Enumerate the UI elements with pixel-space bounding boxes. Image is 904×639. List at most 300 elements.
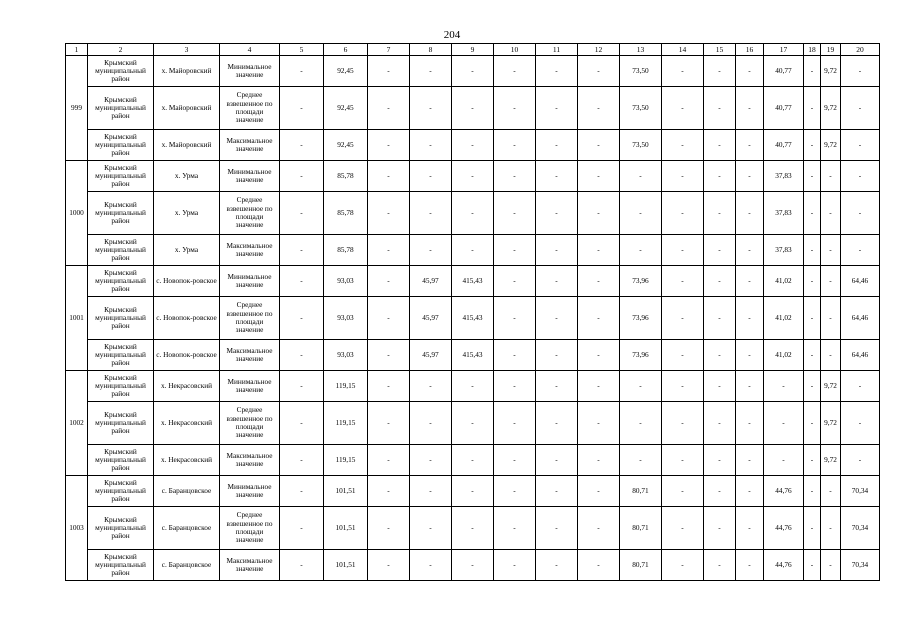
table-cell: с. Новопок-ровское [154,340,220,371]
table-cell: - [662,87,704,130]
column-header: 10 [494,44,536,56]
table-cell: 93,03 [324,266,368,297]
table-cell: - [620,161,662,192]
table-cell: 93,03 [324,340,368,371]
table-cell: - [368,402,410,445]
column-header: 8 [410,44,452,56]
table-cell: Крымский муниципальный район [88,550,154,581]
table-cell: 44,76 [764,550,804,581]
column-header: 1 [66,44,88,56]
table-cell: 64,46 [841,297,880,340]
table-cell: 415,43 [452,266,494,297]
table-cell: 44,76 [764,476,804,507]
table-cell: - [536,130,578,161]
table-cell: х. Урма [154,192,220,235]
table-cell: Среднее взвешенное по площади значение [220,297,280,340]
table-cell: - [452,192,494,235]
table-cell: 85,78 [324,161,368,192]
table-cell: - [704,87,736,130]
table-cell: - [704,550,736,581]
table-cell: - [494,161,536,192]
table-cell: - [578,507,620,550]
header-row [66,44,880,56]
table-cell: 45,97 [410,340,452,371]
table-cell: 73,96 [620,340,662,371]
column-header: 7 [368,44,410,56]
table-cell: - [821,235,841,266]
table-cell: х. Майоровский [154,130,220,161]
table-cell: 73,50 [620,130,662,161]
table-cell: - [578,192,620,235]
table-cell: - [368,192,410,235]
table-cell: с. Баранцовское [154,507,220,550]
table-cell: - [494,130,536,161]
table-cell: 37,83 [764,235,804,266]
table-cell: - [410,161,452,192]
table-cell: 45,97 [410,266,452,297]
table-cell: - [452,161,494,192]
table-cell: - [452,445,494,476]
table-cell: 415,43 [452,340,494,371]
table-row [66,476,880,507]
table-cell: Крымский муниципальный район [88,161,154,192]
table-cell: - [536,297,578,340]
table-cell: - [736,266,764,297]
table-cell: - [804,297,821,340]
table-cell: - [662,476,704,507]
table-row [66,161,880,192]
table-cell: - [704,130,736,161]
table-cell: - [280,550,324,581]
table-cell: х. Некрасовский [154,371,220,402]
table-cell: - [704,445,736,476]
table-cell: - [536,550,578,581]
table-cell: - [410,87,452,130]
table-cell: - [804,56,821,87]
table-cell: - [841,192,880,235]
table-cell: с. Новопок-ровское [154,297,220,340]
table-cell: - [536,266,578,297]
table-cell: 40,77 [764,56,804,87]
table-cell: - [736,87,764,130]
table-cell: - [536,87,578,130]
table-cell: Крымский муниципальный район [88,130,154,161]
table-cell: Среднее взвешенное по площади значение [220,402,280,445]
table-cell: - [368,476,410,507]
row-group-id: 1000 [66,161,88,266]
table-cell: 9,72 [821,445,841,476]
table-cell: - [368,340,410,371]
table-cell: - [841,235,880,266]
table-cell: - [280,235,324,266]
table-cell: - [841,130,880,161]
table-cell: - [578,371,620,402]
column-header: 15 [704,44,736,56]
table-cell: - [736,235,764,266]
table-cell: - [452,235,494,266]
table-cell: 73,96 [620,266,662,297]
table-cell: - [452,476,494,507]
table-cell: Крымский муниципальный район [88,476,154,507]
table-cell: - [704,476,736,507]
table-cell: Крымский муниципальный район [88,402,154,445]
table-cell: - [578,56,620,87]
table-cell: - [704,507,736,550]
table-cell: - [704,192,736,235]
table-cell: 37,83 [764,161,804,192]
table-cell: 73,96 [620,297,662,340]
table-cell: - [662,297,704,340]
table-cell: 119,15 [324,371,368,402]
table-cell: - [368,235,410,266]
table-cell: Максимальное значение [220,550,280,581]
table-cell: - [804,445,821,476]
table-cell: - [578,445,620,476]
table-cell: - [662,340,704,371]
table-cell: 64,46 [841,266,880,297]
table-cell: - [578,161,620,192]
table-cell: - [578,266,620,297]
table-cell: - [704,340,736,371]
table-cell: - [578,235,620,266]
table-cell: - [736,192,764,235]
table-row [66,550,880,581]
table-cell: - [578,87,620,130]
page-number: 204 [443,29,461,41]
table-cell: - [280,445,324,476]
table-cell: - [280,56,324,87]
table-cell: - [662,56,704,87]
table-cell: - [736,476,764,507]
table-cell: - [821,476,841,507]
table-cell: - [736,507,764,550]
table-cell: - [368,445,410,476]
row-group-id: 1002 [66,371,88,476]
table-cell: - [736,371,764,402]
table-cell: Минимальное значение [220,266,280,297]
table-cell: - [704,161,736,192]
table-cell: 41,02 [764,297,804,340]
table-cell: - [804,371,821,402]
table-cell: - [662,371,704,402]
table-cell: - [494,371,536,402]
table-cell: х. Майоровский [154,87,220,130]
table-cell: - [410,56,452,87]
column-header: 20 [841,44,880,56]
table-cell: Крымский муниципальный район [88,56,154,87]
table-cell: - [620,402,662,445]
table-cell: 70,34 [841,550,880,581]
table-cell: - [821,192,841,235]
table-cell: 45,97 [410,297,452,340]
table-cell: 85,78 [324,192,368,235]
column-header: 16 [736,44,764,56]
table-row [66,340,880,371]
table-body [66,44,880,581]
table-cell: - [280,507,324,550]
table-cell: - [662,266,704,297]
table-cell: - [410,402,452,445]
table-cell: Крымский муниципальный район [88,507,154,550]
table-cell: - [841,445,880,476]
table-cell: 92,45 [324,130,368,161]
column-header: 5 [280,44,324,56]
table-cell: 92,45 [324,87,368,130]
table-cell: Крымский муниципальный район [88,371,154,402]
table-cell: - [280,402,324,445]
table-cell: - [804,476,821,507]
table-cell: 70,34 [841,507,880,550]
table-cell: 73,50 [620,87,662,130]
table-cell: Среднее взвешенное по площади значение [220,192,280,235]
table-cell: - [620,235,662,266]
table-cell: - [494,507,536,550]
table-cell: - [452,550,494,581]
table-cell: - [704,266,736,297]
table-cell: 101,51 [324,476,368,507]
table-cell: - [494,266,536,297]
table-cell: - [280,340,324,371]
table-cell: - [662,130,704,161]
table-cell: - [662,192,704,235]
table-cell: 9,72 [821,402,841,445]
table-cell: - [578,550,620,581]
table-row [66,371,880,402]
table-cell: - [804,550,821,581]
table-cell: 92,45 [324,56,368,87]
table-cell: - [494,476,536,507]
table-cell: Минимальное значение [220,161,280,192]
table-row [66,87,880,130]
table-cell: х. Некрасовский [154,445,220,476]
table-cell: - [764,402,804,445]
table-cell: - [280,371,324,402]
table-cell: - [764,371,804,402]
table-cell: - [536,445,578,476]
column-header: 19 [821,44,841,56]
column-header: 6 [324,44,368,56]
table-cell: 119,15 [324,402,368,445]
table-cell: Максимальное значение [220,445,280,476]
table-cell: - [578,402,620,445]
table-cell: - [841,87,880,130]
table-cell: 93,03 [324,297,368,340]
column-header: 2 [88,44,154,56]
table-cell: - [841,56,880,87]
table-cell: - [410,130,452,161]
column-header: 4 [220,44,280,56]
table-cell: - [494,297,536,340]
table-cell: - [410,445,452,476]
table-cell: - [452,507,494,550]
table-cell: Крымский муниципальный район [88,445,154,476]
table-cell: - [280,87,324,130]
table-cell: 73,50 [620,56,662,87]
table-cell: - [821,340,841,371]
table-cell: - [662,445,704,476]
table-cell: - [804,266,821,297]
table-cell: - [536,161,578,192]
table-cell: - [368,56,410,87]
table-cell: 9,72 [821,371,841,402]
table-cell: Среднее взвешенное по площади значение [220,507,280,550]
table-cell: - [494,235,536,266]
table-cell: - [410,235,452,266]
table-cell: - [736,340,764,371]
table-cell: - [704,402,736,445]
table-cell: - [536,192,578,235]
table-cell: - [620,445,662,476]
table-cell: - [578,476,620,507]
table-cell: 9,72 [821,56,841,87]
table-cell: - [494,550,536,581]
table-cell: 9,72 [821,130,841,161]
table-cell: - [736,297,764,340]
table-cell: - [821,297,841,340]
table-cell: - [410,371,452,402]
table-cell: - [452,371,494,402]
table-cell: - [736,445,764,476]
table-cell: - [821,507,841,550]
table-cell: 41,02 [764,266,804,297]
table-cell: - [280,266,324,297]
table-cell: с. Баранцовское [154,476,220,507]
table-cell: - [494,87,536,130]
table-cell: - [368,550,410,581]
table-cell: х. Майоровский [154,56,220,87]
table-cell: - [368,130,410,161]
table-row [66,56,880,87]
table-cell: с. Баранцовское [154,550,220,581]
table-cell: - [804,130,821,161]
table-cell: 44,76 [764,507,804,550]
table-cell: с. Новопок-ровское [154,266,220,297]
table-cell: - [368,87,410,130]
table-cell: Крымский муниципальный район [88,266,154,297]
column-header: 13 [620,44,662,56]
table-cell: 40,77 [764,87,804,130]
column-header: 11 [536,44,578,56]
table-cell: Максимальное значение [220,340,280,371]
table-cell: - [662,507,704,550]
table-cell: - [662,550,704,581]
table-cell: - [410,550,452,581]
table-cell: - [280,476,324,507]
column-header: 12 [578,44,620,56]
row-group-id: 1001 [66,266,88,371]
table-cell: - [536,476,578,507]
table-cell: - [736,402,764,445]
column-header: 9 [452,44,494,56]
table-cell: - [841,402,880,445]
table-cell: - [494,445,536,476]
table-cell: - [736,161,764,192]
table-cell: - [452,402,494,445]
table-cell: - [368,371,410,402]
table-cell: - [804,192,821,235]
table-cell: х. Урма [154,235,220,266]
table-cell: - [536,340,578,371]
table-cell: - [536,235,578,266]
table-cell: - [494,402,536,445]
table-cell: - [536,56,578,87]
table-cell: - [620,371,662,402]
table-cell: - [536,371,578,402]
row-group-id: 999 [66,56,88,161]
table-cell: - [764,445,804,476]
table-cell: - [662,235,704,266]
column-header: 17 [764,44,804,56]
table-cell: Крымский муниципальный район [88,87,154,130]
table-cell: - [804,402,821,445]
table-cell: - [410,192,452,235]
table-cell: - [704,235,736,266]
table-cell: - [821,161,841,192]
table-cell: - [704,56,736,87]
table-cell: - [368,161,410,192]
table-row [66,445,880,476]
table-cell: 40,77 [764,130,804,161]
table-row [66,130,880,161]
table-cell: - [736,56,764,87]
table-cell: 9,72 [821,87,841,130]
table-cell: - [494,340,536,371]
table-cell: - [804,161,821,192]
table-cell: 80,71 [620,550,662,581]
data-table [65,43,880,581]
table-cell: 85,78 [324,235,368,266]
column-header: 3 [154,44,220,56]
table-cell: - [280,192,324,235]
table-cell: х. Урма [154,161,220,192]
table-cell: 41,02 [764,340,804,371]
table-row [66,507,880,550]
table-cell: 70,34 [841,476,880,507]
table-cell: 37,83 [764,192,804,235]
table-cell: Минимальное значение [220,371,280,402]
table-cell: Минимальное значение [220,476,280,507]
table-cell: - [410,476,452,507]
table-cell: Максимальное значение [220,235,280,266]
table-cell: - [704,371,736,402]
table-cell: - [736,550,764,581]
column-header: 18 [804,44,821,56]
row-group-id: 1003 [66,476,88,581]
table-cell: - [494,56,536,87]
table-cell: х. Некрасовский [154,402,220,445]
table-row [66,402,880,445]
table-cell: - [804,340,821,371]
table-cell: - [821,550,841,581]
table-cell: Крымский муниципальный район [88,192,154,235]
table-row [66,192,880,235]
table-cell: - [280,297,324,340]
table-cell: 64,46 [841,340,880,371]
table-cell: - [280,130,324,161]
table-cell: - [804,235,821,266]
table-cell: Крымский муниципальный район [88,235,154,266]
table-cell: - [662,161,704,192]
table-cell: - [368,507,410,550]
table-cell: - [662,402,704,445]
table-cell: - [280,161,324,192]
table-cell: - [536,507,578,550]
table-cell: Среднее взвешенное по площади значение [220,87,280,130]
table-cell: - [841,371,880,402]
table-cell: - [821,266,841,297]
table-cell: 415,43 [452,297,494,340]
table-cell: - [704,297,736,340]
